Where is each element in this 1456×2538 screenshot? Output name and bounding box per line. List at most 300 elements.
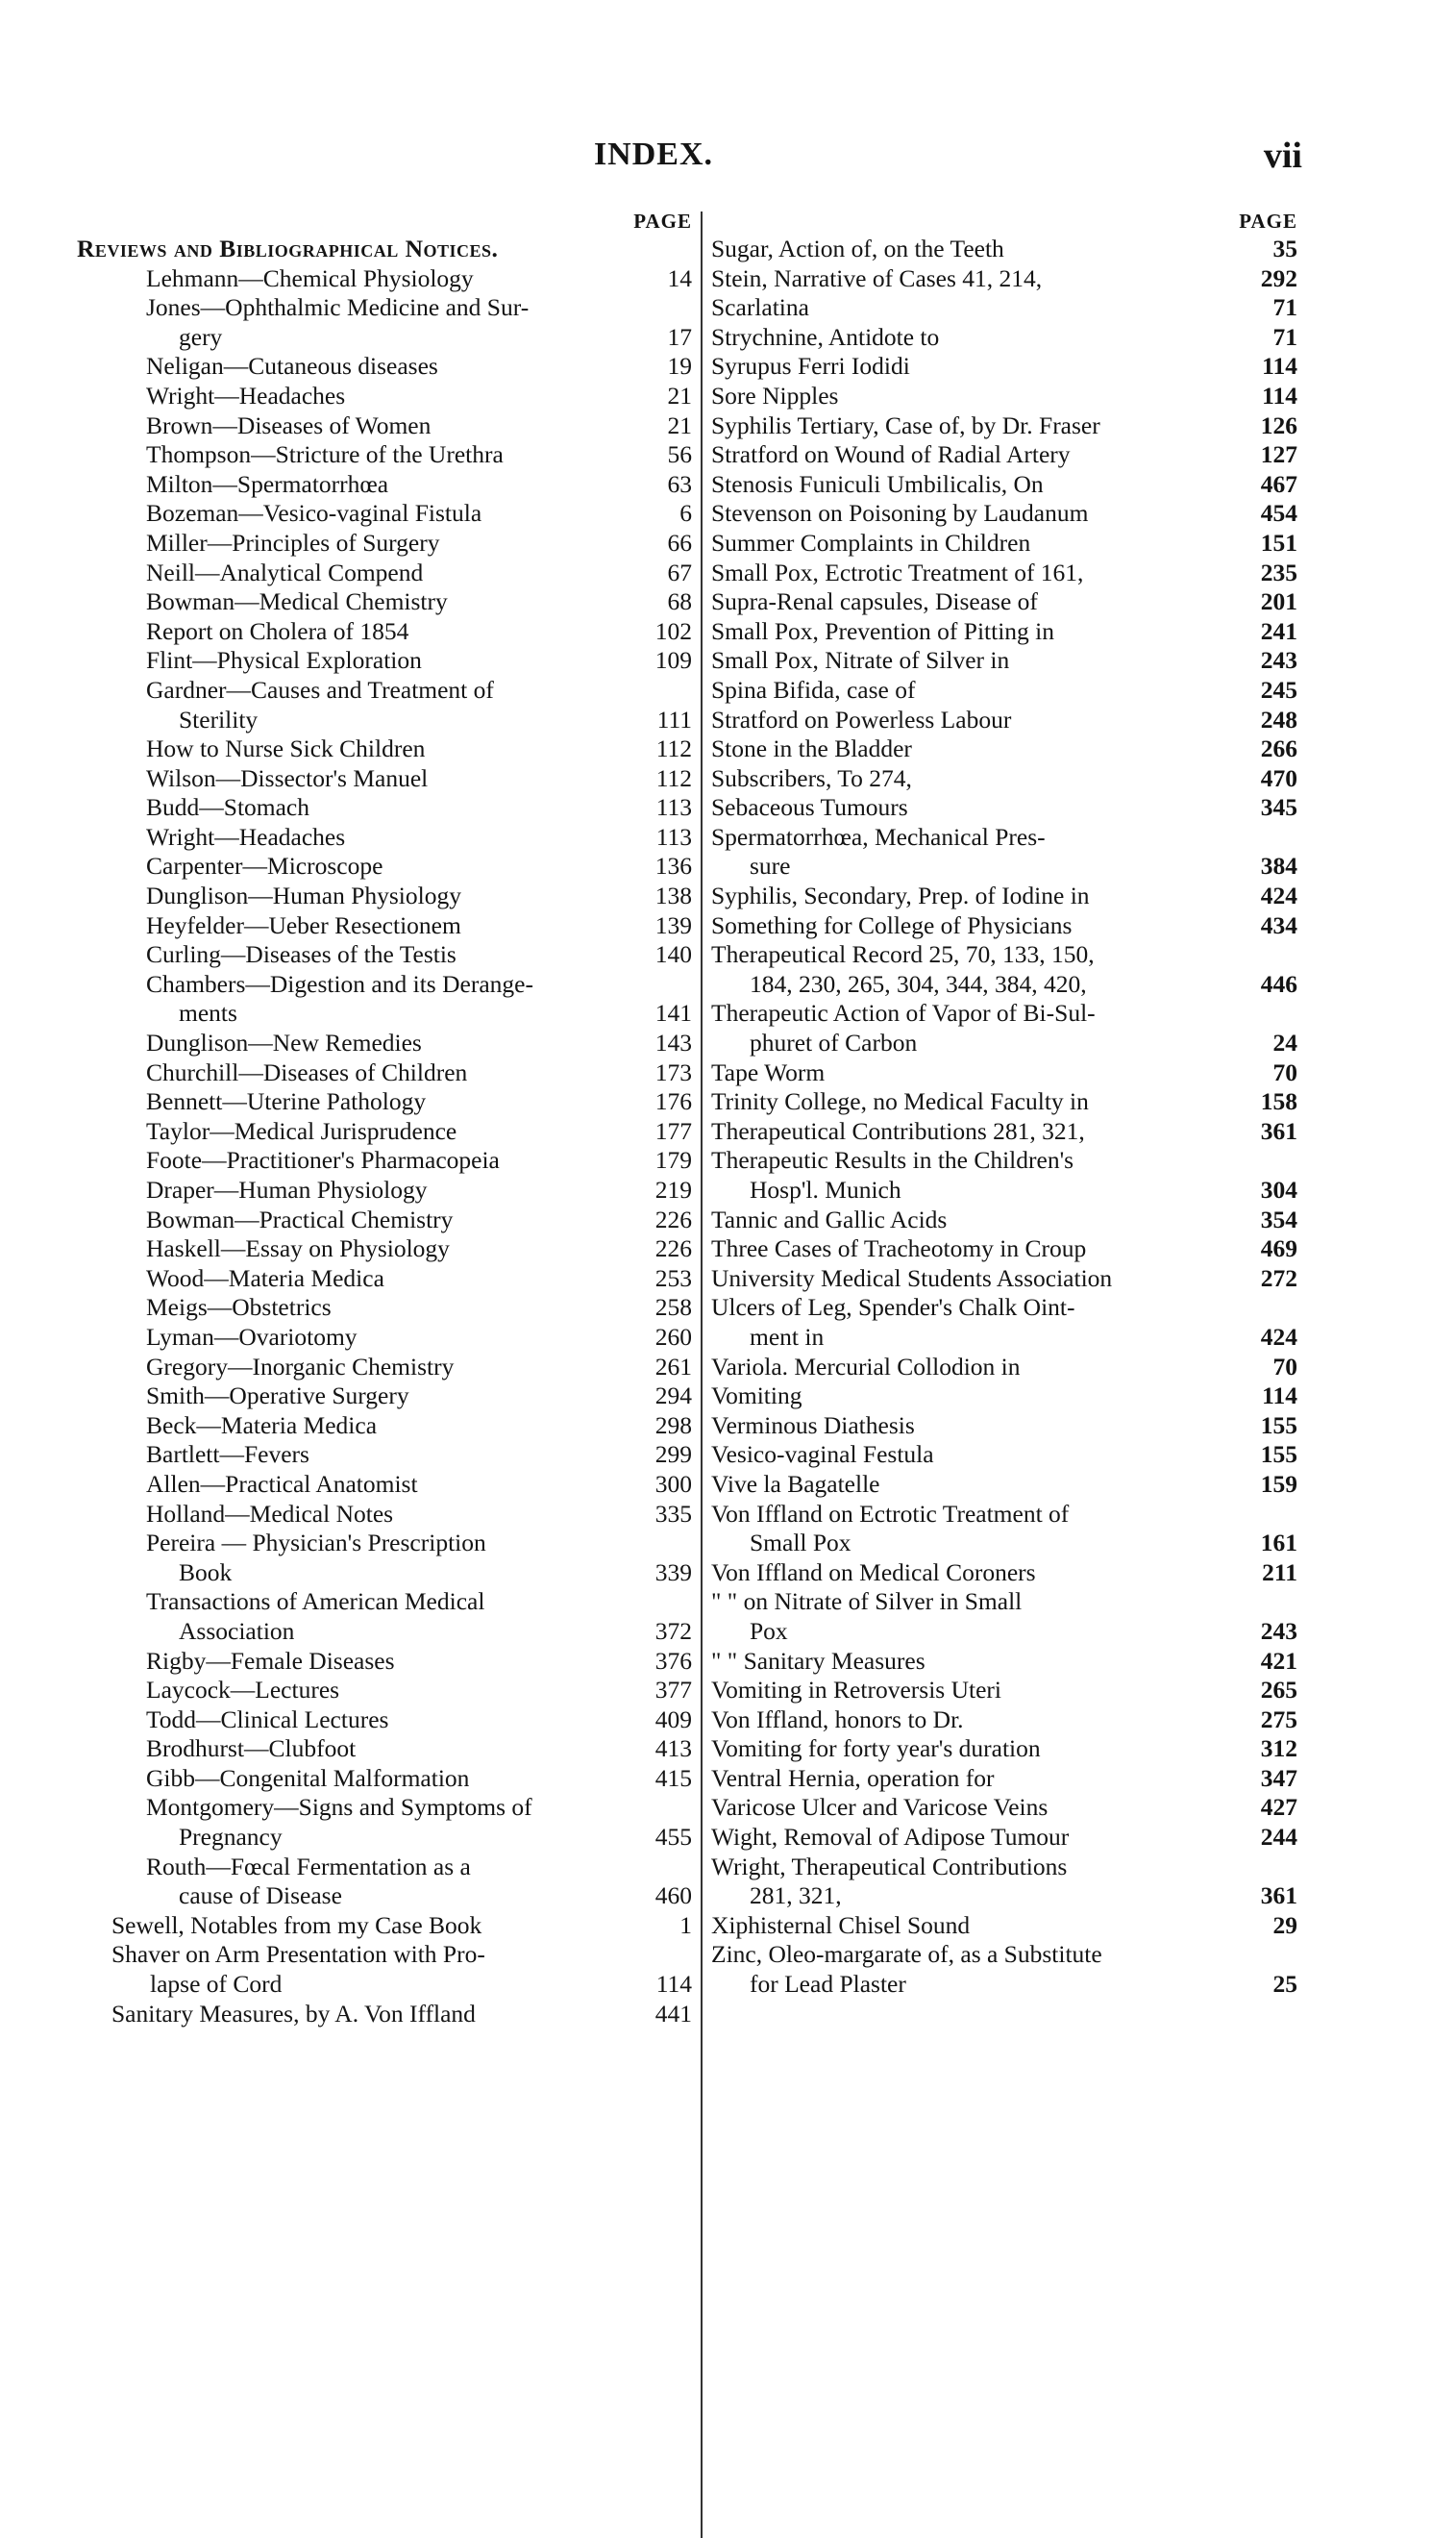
index-entry [111,646,692,676]
index-entry [111,411,692,441]
index-entry [111,1117,692,1147]
index-entry-page: 71 [1272,322,1297,351]
index-entry [111,1853,692,1882]
index-entry [711,1353,1297,1382]
index-entry-page: 127 [1260,440,1297,469]
index-entry [111,1793,692,1823]
index-entry-page: 151 [1260,528,1297,557]
index-entry-text: Sewell, Notables from my Case Book [111,1910,482,1939]
index-entry-page: 114 [1262,1381,1297,1410]
index-entry-page: 248 [1260,705,1297,734]
index-entry [711,1705,1297,1735]
index-entry-text: Syrupus Ferri Iodidi [711,352,910,381]
index-entry [111,940,692,970]
index-entry-text: Tape Worm [711,1058,826,1086]
index-entry-text: Chambers—Digestion and its Derange- [146,969,533,998]
index-entry-page: 258 [654,1293,692,1322]
index-entry-page: 109 [654,646,692,675]
index-entry [111,1440,692,1470]
index-entry-text: Bennett—Uterine Pathology [146,1087,427,1116]
index-entry-text: Stratford on Powerless Labour [711,705,1012,734]
index-entry [711,940,1297,970]
index-entry [111,1087,692,1117]
index-entry [111,793,692,823]
index-entry-text: Budd—Stomach [146,793,309,822]
index-entry [111,440,692,470]
index-entry [711,1764,1297,1794]
index-entry-text: Varicose Ulcer and Varicose Veins [711,1793,1049,1822]
index-entry-page: 21 [667,411,692,439]
index-entry-page: 460 [654,1881,692,1910]
index-entry-text: Stone in the Bladder [711,734,912,763]
index-entry-page: 29 [1272,1910,1297,1939]
index-entry-text: Ventral Hernia, operation for [711,1763,995,1792]
index-entry [111,1264,692,1294]
page-label: PAGE [1239,210,1297,233]
index-entry-text: Small Pox, Ectrotic Treatment of 161, [711,558,1084,586]
index-entry-text: Churchill—Diseases of Children [146,1058,468,1086]
index-entry [711,559,1297,588]
index-entry-page: 434 [1260,910,1297,939]
index-entry [711,1146,1297,1176]
index-entry-text: Gregory—Inorganic Chemistry [146,1352,455,1381]
index-entry-text: Meigs—Obstetrics [146,1293,332,1322]
index-entry-text: Milton—Spermatorrhœa [146,469,389,498]
index-entry-text: sure [750,852,791,881]
index-entry [711,1264,1297,1294]
index-entry-page: 339 [654,1557,692,1586]
index-entry [711,1587,1297,1617]
index-entry-page: 243 [1260,646,1297,675]
running-title: INDEX. [593,137,714,172]
index-entry [111,2000,692,2029]
index-entry [111,1058,692,1088]
index-entry [711,411,1297,441]
index-entry-text: Wilson—Dissector's Manuel [146,763,429,792]
index-entry-page: 179 [654,1146,692,1175]
index-entry-text: Stratford on Wound of Radial Artery [711,440,1071,469]
index-entry [111,499,692,529]
index-entry-page: 17 [667,322,692,351]
index-entry-page: 143 [654,1029,692,1058]
index-entry-page: 361 [1260,1881,1297,1910]
index-entry-page: 113 [655,822,692,851]
index-entry [711,1117,1297,1147]
index-entry-text: Small Pox, Nitrate of Silver in [711,646,1010,675]
index-entry-page: 266 [1260,734,1297,763]
index-entry-text: Wright, Therapeutical Contributions [711,1852,1068,1880]
index-entry-page: 226 [654,1234,692,1263]
index-entry-text: Xiphisternal Chisel Sound [711,1910,971,1939]
index-entry-text: Dunglison—New Remedies [146,1029,422,1058]
index-entry-page: 70 [1272,1352,1297,1381]
index-entry-page: 467 [1260,469,1297,498]
index-entry-text: Smith—Operative Surgery [146,1381,409,1410]
index-entry-text: Small Pox, Prevention of Pitting in [711,616,1055,645]
index-entry-text: Zinc, Oleo-margarate of, as a Substitute [711,1940,1102,1969]
index-entry [111,1381,692,1411]
section-heading [77,235,692,264]
index-entry-text: Wright—Headaches [146,381,346,410]
index-entry-page: 376 [654,1646,692,1675]
index-entry-text: Curling—Diseases of the Testis [146,940,457,969]
index-entry [711,440,1297,470]
index-entry-page: 260 [654,1322,692,1351]
index-entry-page: 384 [1260,852,1297,881]
index-entry-text: Association [179,1616,295,1645]
index-entry-text: Vomiting in Retroversis Uteri [711,1676,1001,1704]
index-entry-page: 173 [654,1058,692,1086]
index-entry-text: Stenosis Funiculi Umbilicalis, On [711,469,1044,498]
index-entry-page: 235 [1260,558,1297,586]
index-entry [711,1411,1297,1441]
index-entry-text: Brown—Diseases of Women [146,411,432,439]
index-entry [711,911,1297,941]
index-entry-page: 66 [667,528,692,557]
index-entry-page: 114 [655,1970,692,1999]
index-entry-page: 304 [1260,1176,1297,1204]
index-entry [711,1381,1297,1411]
index-entry [711,823,1297,853]
index-entry-text: Book [179,1557,233,1586]
index-entry-text: Syphilis Tertiary, Case of, by Dr. Fraser [711,411,1100,439]
index-entry-text: Draper—Human Physiology [146,1176,428,1204]
index-entry-text: Spina Bifida, case of [711,675,916,704]
index-entry-page: 112 [655,734,692,763]
index-entry-page: 347 [1260,1763,1297,1792]
index-entry-text: Subscribers, To 274, [711,763,912,792]
index-entry-page: 372 [654,1616,692,1645]
index-entry [711,970,1297,1000]
index-entry-text: Spermatorrhœa, Mechanical Pres- [711,822,1046,851]
index-entry-text: How to Nurse Sick Children [146,734,426,763]
index-entry [711,1029,1297,1058]
section-heading-text: Reviews and Bibliographical Notices. [77,235,499,262]
index-entry-page: 469 [1260,1234,1297,1263]
index-entry [711,1500,1297,1530]
index-entry [111,1146,692,1176]
index-entry-page: 19 [667,352,692,381]
index-entry [711,1558,1297,1588]
column-divider [701,212,703,2538]
index-entry [711,1940,1297,1970]
index-entry-text: Variola. Mercurial Collodion in [711,1352,1021,1381]
index-entry-text: Therapeutic Results in the Children's [711,1146,1074,1175]
index-entry [111,587,692,617]
index-entry [111,734,692,764]
index-entry-page: 243 [1260,1616,1297,1645]
index-entry-page: 354 [1260,1205,1297,1233]
index-entry-page: 126 [1260,411,1297,439]
index-entry-text: lapse of Cord [150,1970,283,1999]
index-entry-page: 155 [1260,1440,1297,1469]
index-entry [711,617,1297,647]
index-entry-text: Wright—Headaches [146,822,346,851]
index-entry [711,1058,1297,1088]
index-entry-text: Therapeutical Record 25, 70, 133, 150, [711,940,1095,969]
index-entry [711,1911,1297,1941]
index-entry-page: 111 [656,705,692,734]
index-entry-page: 112 [655,763,692,792]
index-column-right [711,208,1297,2000]
index-entry [111,1529,692,1558]
index-entry-page: 21 [667,381,692,410]
index-entry-text: Small Pox [750,1529,851,1557]
index-entry-text: Pereira — Physician's Prescription [146,1529,486,1557]
index-entry-page: 294 [654,1381,692,1410]
index-entry [711,499,1297,529]
index-entry-page: 415 [654,1763,692,1792]
index-entry [111,1293,692,1323]
index-entry-text: Therapeutical Contributions 281, 321, [711,1116,1085,1145]
index-entry [111,1176,692,1206]
index-entry-text: University Medical Students Association [711,1263,1113,1292]
index-entry-text: phuret of Carbon [750,1029,918,1058]
index-entry-text: Hosp'l. Munich [750,1176,901,1204]
index-entry-page: 56 [667,440,692,469]
index-entry-text: Bartlett—Fevers [146,1440,309,1469]
index-entry-text: Summer Complaints in Children [711,528,1031,557]
index-entry-page: 409 [654,1704,692,1733]
index-entry [711,676,1297,706]
index-entry [711,264,1297,294]
index-entry-text: Something for College of Physicians [711,910,1073,939]
index-entry [111,1911,692,1941]
index-entry-page: 211 [1262,1557,1297,1586]
index-entry-text: Holland—Medical Notes [146,1499,394,1528]
index-entry-text: Lehmann—Chemical Physiology [146,263,474,292]
index-entry [711,793,1297,823]
index-entry-page: 299 [654,1440,692,1469]
index-entry-text: for Lead Plaster [750,1970,906,1999]
index-entry [711,646,1297,676]
index-entry [711,235,1297,264]
index-entry [111,559,692,588]
index-entry-page: 138 [654,882,692,910]
index-entry-text: Verminous Diathesis [711,1410,915,1439]
index-entry-page: 219 [654,1176,692,1204]
index-entry-text: Flint—Physical Exploration [146,646,422,675]
index-entry [111,911,692,941]
index-entry-page: 139 [654,910,692,939]
index-entry-text: " " Sanitary Measures [711,1646,925,1675]
index-entry-text: Neill—Analytical Compend [146,558,424,586]
index-entry-page: 244 [1260,1823,1297,1852]
index-entry-page: 159 [1260,1469,1297,1498]
index-entry-text: Vive la Bagatelle [711,1469,880,1498]
index-entry-text: Bozeman—Vesico-vaginal Fistula [146,499,482,528]
index-entry-text: Lyman—Ovariotomy [146,1322,358,1351]
index-entry-text: Shaver on Arm Presentation with Pro- [111,1940,485,1969]
index-entry-text: Wood—Materia Medica [146,1263,384,1292]
index-entry-text: Vesico-vaginal Festula [711,1440,934,1469]
index-entry-text: Therapeutic Action of Vapor of Bi-Sul- [711,999,1096,1028]
index-entry [711,1647,1297,1677]
index-entry-page: 226 [654,1205,692,1233]
index-entry [111,293,692,323]
index-entry-page: 161 [1260,1529,1297,1557]
index-entry [711,382,1297,411]
index-entry [111,1881,692,1911]
index-entry [111,1823,692,1853]
index-entry-page: 300 [654,1469,692,1498]
page-number: vii [1263,136,1302,176]
index-entry-text: Heyfelder—Ueber Resectionem [146,910,461,939]
index-entry-page: 241 [1260,616,1297,645]
index-entry-page: 253 [654,1263,692,1292]
index-entry [111,617,692,647]
index-entry [711,1176,1297,1206]
index-entry [711,1470,1297,1500]
index-entry [111,1970,692,2000]
index-entry-text: 184, 230, 265, 304, 344, 384, 420, [750,969,1087,998]
index-entry-text: Tannic and Gallic Acids [711,1205,948,1233]
index-entry [711,882,1297,911]
index-entry [711,852,1297,882]
index-entry [711,1853,1297,1882]
index-entry-text: Von Iffland, honors to Dr. [711,1704,964,1733]
index-entry-page: 35 [1272,235,1297,262]
index-entry [111,1647,692,1677]
index-entry-page: 70 [1272,1058,1297,1086]
index-entry-text: Jones—Ophthalmic Medicine and Sur- [146,293,530,322]
index-entry [111,264,692,294]
index-entry-page: 25 [1272,1970,1297,1999]
index-entry-page: 446 [1260,969,1297,998]
index-entry [711,1234,1297,1264]
index-entry [111,382,692,411]
index-entry-page: 377 [654,1676,692,1704]
index-entry-text: Supra-Renal capsules, Disease of [711,587,1038,616]
index-entry-page: 141 [654,999,692,1028]
index-entry-text: Foote—Practitioner's Pharmacopeia [146,1146,500,1175]
index-entry [711,1793,1297,1823]
index-entry-page: 176 [654,1087,692,1116]
index-entry [111,470,692,500]
index-entry-text: Stevenson on Poisoning by Laudanum [711,499,1089,528]
index-entry-text: Routh—Fœcal Fermentation as a [146,1852,471,1880]
index-entry-text: " " on Nitrate of Silver in Small [711,1587,1023,1616]
index-entry-page: 201 [1260,587,1297,616]
index-entry-page: 63 [667,469,692,498]
index-entry [111,1353,692,1382]
index-entry [711,1293,1297,1323]
index-entry [111,1029,692,1058]
index-entry-page: 265 [1260,1676,1297,1704]
index-entry-page: 345 [1260,793,1297,822]
index-entry-text: Wight, Removal of Adipose Tumour [711,1823,1070,1852]
index-entry [111,1206,692,1235]
index-entry-page: 71 [1272,293,1297,322]
index-entry-text: Montgomery—Signs and Symptoms of [146,1793,532,1822]
index-entry [711,734,1297,764]
index-entry-text: Pregnancy [179,1823,283,1852]
index-entry-page: 292 [1260,263,1297,292]
index-entry-text: Sterility [179,705,259,734]
index-entry-text: Bowman—Practical Chemistry [146,1205,454,1233]
index-entry [111,323,692,353]
index-entry [711,323,1297,353]
index-entry-page: 1 [679,1910,692,1939]
index-entry-text: Sanitary Measures, by A. Von Iffland [111,1999,476,2028]
index-entry [111,823,692,853]
index-entry-page: 245 [1260,675,1297,704]
index-entry-page: 113 [655,793,692,822]
index-entry [111,999,692,1029]
index-entry [111,352,692,382]
index-entry-text: Syphilis, Secondary, Prep. of Iodine in [711,882,1090,910]
index-entry [711,587,1297,617]
index-entry-text: Sugar, Action of, on the Teeth [711,235,1004,262]
index-entry-text: Miller—Principles of Surgery [146,528,440,557]
index-entry-page: 441 [654,1999,692,2028]
index-entry-text: Sebaceous Tumours [711,793,908,822]
index-entry-page: 158 [1260,1087,1297,1116]
index-entry-page: 312 [1260,1734,1297,1763]
index-entry [711,293,1297,323]
index-entry-page: 421 [1260,1646,1297,1675]
index-entry-text: Gibb—Congenital Malformation [146,1763,470,1792]
index-entry-text: Beck—Materia Medica [146,1410,378,1439]
index-entry [711,1529,1297,1558]
index-entry-text: Taylor—Medical Jurisprudence [146,1116,457,1145]
index-entry [111,1705,692,1735]
index-entry [111,1617,692,1647]
index-entry-text: Gardner—Causes and Treatment of [146,675,494,704]
index-entry [111,1411,692,1441]
index-entry-text: gery [179,322,223,351]
index-entry-text: Dunglison—Human Physiology [146,882,461,910]
index-entry-text: cause of Disease [179,1881,342,1910]
index-entry [111,1676,692,1705]
index-entry-text: Haskell—Essay on Physiology [146,1234,450,1263]
index-entry-page: 114 [1262,381,1297,410]
index-entry [111,676,692,706]
index-entry-text: Ulcers of Leg, Spender's Chalk Oint- [711,1293,1075,1322]
index-entry-page: 361 [1260,1116,1297,1145]
index-entry [711,470,1297,500]
index-entry [711,529,1297,559]
index-entry [711,1323,1297,1353]
index-entry-page: 427 [1260,1793,1297,1822]
index-entry-text: Bowman—Medical Chemistry [146,587,448,616]
index-entry [111,882,692,911]
index-column-left [77,208,692,2028]
index-entry-page: 424 [1260,882,1297,910]
index-entry-text: Laycock—Lectures [146,1676,340,1704]
index-entry [111,1764,692,1794]
index-entry-text: Todd—Clinical Lectures [146,1704,389,1733]
index-entry [111,1734,692,1764]
index-entry-page: 24 [1272,1029,1297,1058]
index-entry-text: Vomiting for forty year's duration [711,1734,1041,1763]
index-entry-page: 136 [654,852,692,881]
index-entry [111,1500,692,1530]
index-entry-text: Scarlatina [711,293,809,322]
index-entry [111,1323,692,1353]
index-entry-page: 413 [654,1734,692,1763]
index-entry-page: 424 [1260,1322,1297,1351]
index-entry [711,999,1297,1029]
index-entry-page: 272 [1260,1263,1297,1292]
index-entry-text: Von Iffland on Medical Coroners [711,1557,1036,1586]
page-label: PAGE [633,210,692,233]
index-entry-text: Carpenter—Microscope [146,852,383,881]
index-entry-page: 6 [679,499,692,528]
index-entry [711,1206,1297,1235]
index-entry [711,1440,1297,1470]
index-entry-text: Strychnine, Antidote to [711,322,940,351]
